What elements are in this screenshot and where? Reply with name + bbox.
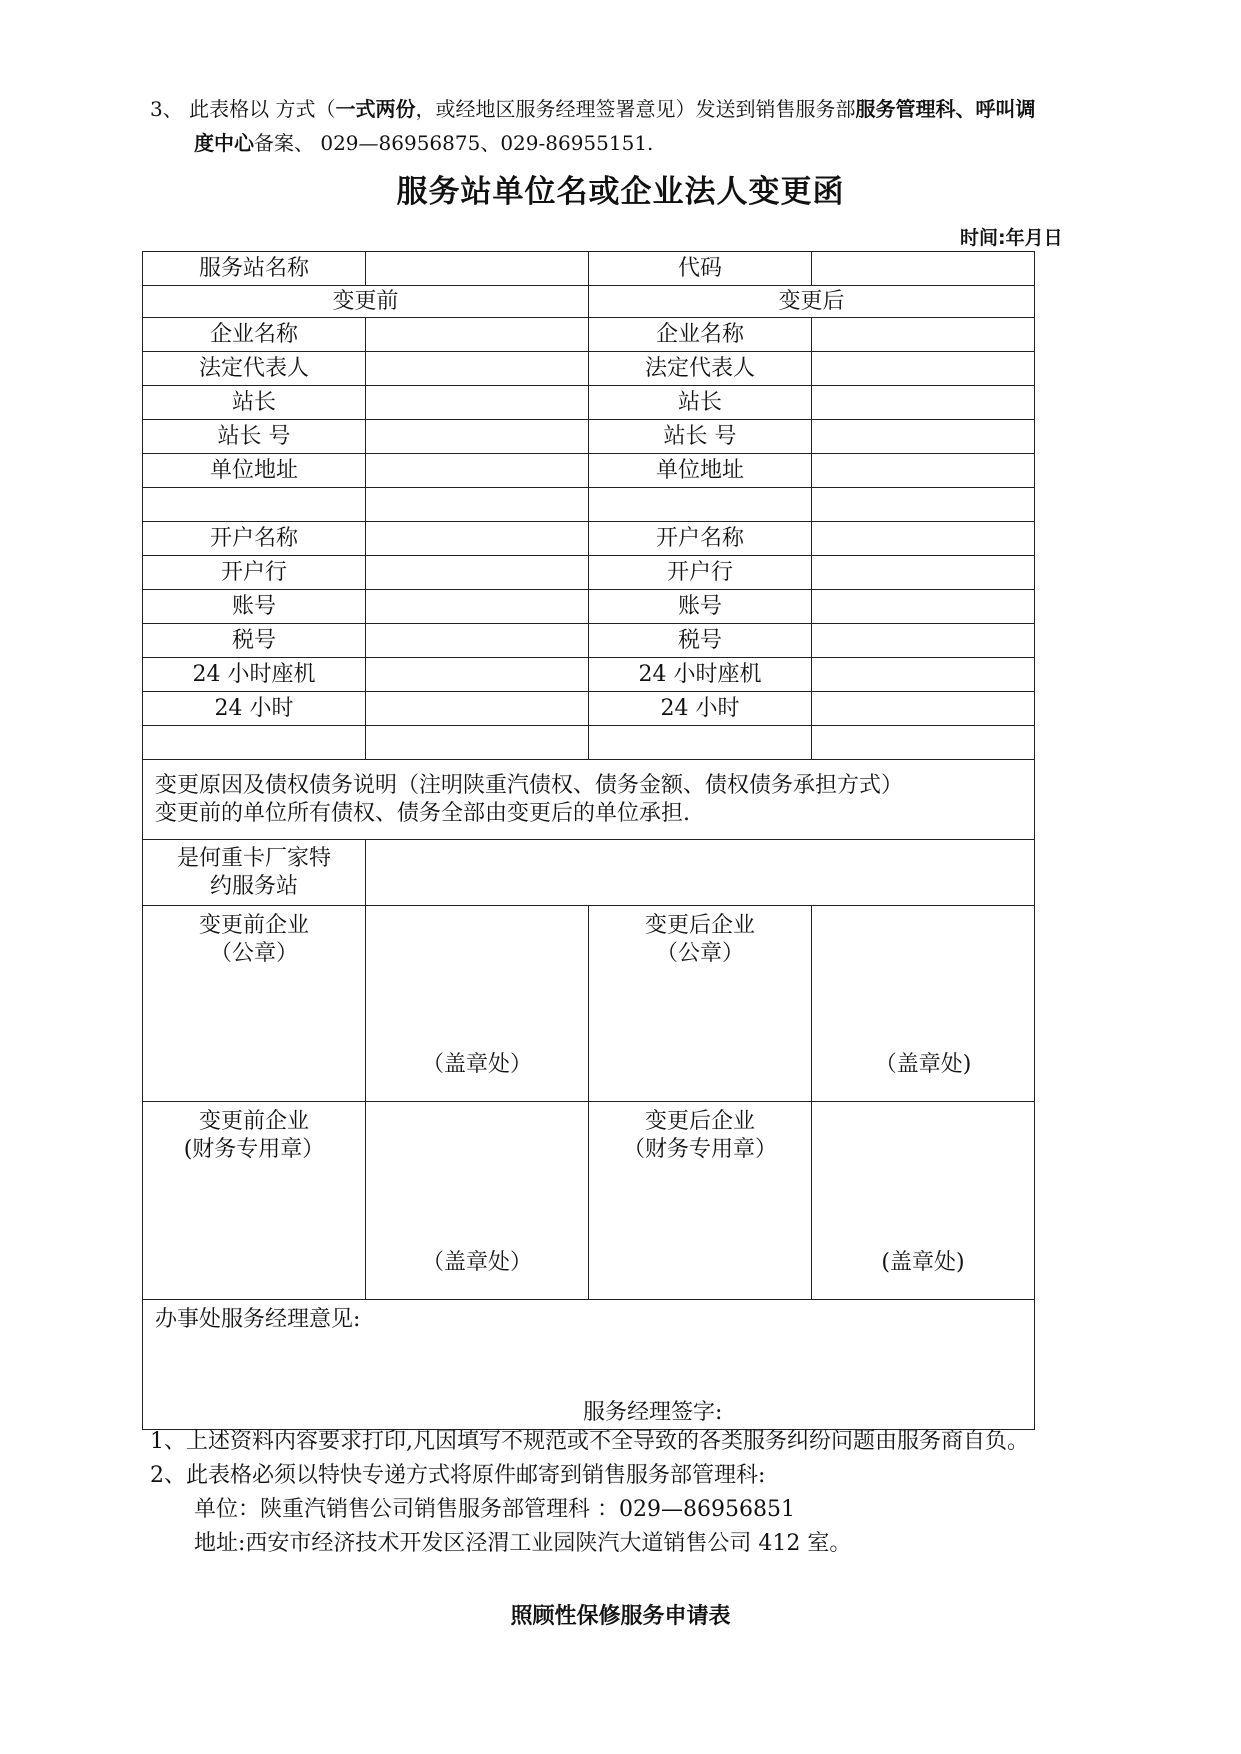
field-after-24h-landline[interactable] xyxy=(812,658,1035,692)
field-before-account-number[interactable] xyxy=(366,590,589,624)
field-after-bank[interactable] xyxy=(812,556,1035,590)
label-before-account-name: 开户名称 xyxy=(143,522,366,556)
blank-cell[interactable] xyxy=(366,488,589,522)
stamp-area-seal-before[interactable] xyxy=(366,906,589,1102)
field-after-account-number[interactable] xyxy=(812,590,1035,624)
field-after-account-name[interactable] xyxy=(812,522,1035,556)
heavy-truck-line1: 是何重卡厂家特 xyxy=(176,845,331,871)
footer-note-2: 2、此表格必须以特快专递方式将原件邮寄到销售服务部管理科: xyxy=(150,1463,766,1488)
note3-line2 xyxy=(150,126,1035,160)
label-before-company: 企业名称 xyxy=(143,318,366,352)
field-before-bank[interactable] xyxy=(366,556,589,590)
blank-cell[interactable] xyxy=(812,726,1035,760)
label-seal-before xyxy=(143,906,366,1102)
label-heavy-truck-station xyxy=(143,840,366,906)
note3-bold-copies: 一式两份 xyxy=(335,97,416,121)
header-before: 变更前 xyxy=(143,286,589,318)
stamp-area-seal-after[interactable] xyxy=(812,906,1035,1102)
field-before-account-name[interactable] xyxy=(366,522,589,556)
seal-after-line1: 变更后企业 xyxy=(644,913,755,938)
label-before-legal-rep: 法定代表人 xyxy=(143,352,366,386)
blank-cell xyxy=(589,488,812,522)
label-after-manager-number: 站长 号 xyxy=(589,420,812,454)
change-reason-line1: 变更原因及债权债务说明（注明陕重汽债权、债务金额、债权债务承担方式） xyxy=(155,772,904,798)
field-code[interactable] xyxy=(812,252,1035,286)
instruction-note-3 xyxy=(150,92,1035,160)
field-before-address[interactable] xyxy=(366,454,589,488)
footer-address-line: 地址:西安市经济技术开发区泾渭工业园陕汽大道销售公司 412 室。 xyxy=(194,1531,852,1556)
stamp-here-label: （盖章处） xyxy=(421,1250,532,1275)
label-before-bank: 开户行 xyxy=(143,556,366,590)
label-after-24h-landline: 24 小时座机 xyxy=(589,658,812,692)
field-after-company[interactable] xyxy=(812,318,1035,352)
blank-cell[interactable] xyxy=(366,726,589,760)
field-after-24h[interactable] xyxy=(812,692,1035,726)
label-before-manager-number: 站长 号 xyxy=(143,420,366,454)
field-before-manager[interactable] xyxy=(366,386,589,420)
label-after-manager: 站长 xyxy=(589,386,812,420)
manager-signature-label: 服务经理签字: xyxy=(583,1400,723,1425)
stamp-here-label: （盖章处) xyxy=(874,1052,972,1077)
label-finance-seal-after xyxy=(589,1102,812,1300)
field-after-manager[interactable] xyxy=(812,386,1035,420)
label-finance-seal-before xyxy=(143,1102,366,1300)
label-before-tax-number: 税号 xyxy=(143,624,366,658)
page-title: 服务站单位名或企业法人变更函 xyxy=(396,174,845,210)
stamp-here-label: （盖章处） xyxy=(421,1052,532,1077)
finance-after-line2: （财务专用章） xyxy=(622,1137,777,1162)
label-code: 代码 xyxy=(589,252,812,286)
blank-cell[interactable] xyxy=(812,488,1035,522)
label-after-company: 企业名称 xyxy=(589,318,812,352)
note3-bold-dept: 服务管理科、呼叫调 xyxy=(855,97,1036,121)
field-station-name[interactable] xyxy=(366,252,589,286)
stamp-here-label: (盖章处) xyxy=(881,1250,965,1275)
footer-note-1: 1、上述资料内容要求打印,凡因填写不规范或不全导致的各类服务纠纷问题由服务商自负。 xyxy=(150,1429,1029,1454)
next-form-title: 照顾性保修服务申请表 xyxy=(510,1604,731,1629)
date-label: 时间:年月日 xyxy=(960,227,1063,249)
field-after-legal-rep[interactable] xyxy=(812,352,1035,386)
label-after-24h: 24 小时 xyxy=(589,692,812,726)
finance-before-line1: 变更前企业 xyxy=(198,1109,309,1134)
seal-after-line2: （公章） xyxy=(655,941,744,966)
blank-cell xyxy=(589,726,812,760)
blank-cell xyxy=(143,488,366,522)
label-after-tax-number: 税号 xyxy=(589,624,812,658)
manager-opinion-label: 办事处服务经理意见: xyxy=(155,1307,361,1332)
change-form-table xyxy=(142,251,1035,1430)
blank-cell xyxy=(143,726,366,760)
finance-before-line2: (财务专用章） xyxy=(183,1137,325,1162)
note3-prefix: 3、 此表格以 方式（ xyxy=(150,97,336,121)
note3-bold-center: 度中心 xyxy=(194,131,254,155)
footer-notes xyxy=(150,1425,1029,1561)
label-before-manager: 站长 xyxy=(143,386,366,420)
field-before-company[interactable] xyxy=(366,318,589,352)
note3-line1 xyxy=(150,92,1035,126)
field-after-address[interactable] xyxy=(812,454,1035,488)
field-after-manager-number[interactable] xyxy=(812,420,1035,454)
seal-before-line2: （公章） xyxy=(209,941,298,966)
label-after-account-name: 开户名称 xyxy=(589,522,812,556)
change-reason-cell[interactable] xyxy=(143,760,1035,840)
label-after-legal-rep: 法定代表人 xyxy=(589,352,812,386)
field-before-24h-landline[interactable] xyxy=(366,658,589,692)
heavy-truck-line2: 约服务站 xyxy=(209,873,298,899)
stamp-area-finance-before[interactable] xyxy=(366,1102,589,1300)
field-after-tax-number[interactable] xyxy=(812,624,1035,658)
field-before-manager-number[interactable] xyxy=(366,420,589,454)
label-after-bank: 开户行 xyxy=(589,556,812,590)
field-before-legal-rep[interactable] xyxy=(366,352,589,386)
label-before-account-number: 账号 xyxy=(143,590,366,624)
field-before-tax-number[interactable] xyxy=(366,624,589,658)
manager-opinion-cell[interactable] xyxy=(143,1300,1035,1430)
footer-unit-line: 单位：陕重汽销售公司销售服务部管理科 ：029—86956851 xyxy=(194,1497,795,1522)
field-heavy-truck-station[interactable] xyxy=(366,840,1035,906)
header-after: 变更后 xyxy=(589,286,1035,318)
label-after-account-number: 账号 xyxy=(589,590,812,624)
field-before-24h[interactable] xyxy=(366,692,589,726)
label-before-address: 单位地址 xyxy=(143,454,366,488)
label-before-24h-landline: 24 小时座机 xyxy=(143,658,366,692)
change-reason-line2: 变更前的单位所有债权、债务全部由变更后的单位承担. xyxy=(155,800,690,826)
label-after-address: 单位地址 xyxy=(589,454,812,488)
finance-after-line1: 变更后企业 xyxy=(644,1109,755,1134)
stamp-area-finance-after[interactable] xyxy=(812,1102,1035,1300)
label-before-24h: 24 小时 xyxy=(143,692,366,726)
label-seal-after xyxy=(589,906,812,1102)
note3-middle: ，或经地区服务经理签署意见）发送到销售服务部 xyxy=(415,97,856,121)
seal-before-line1: 变更前企业 xyxy=(198,913,309,938)
note3-phones: 备案、 029—86956875、029-86955151. xyxy=(254,131,654,155)
label-station-name: 服务站名称 xyxy=(143,252,366,286)
